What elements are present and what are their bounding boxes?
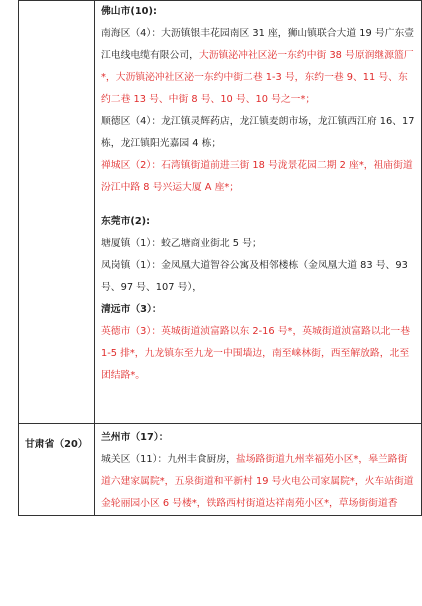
entry-fenggang: 凤岗镇（1）：金凤凰大道智谷公寓及相邻楼栋（金凤凰大道 83 号、93 号、97 号、107 号），: [101, 260, 408, 293]
entry-chancheng: 禅城区（2）：石湾镇街道前进三街 18 号泷景花园二期 2 座*，祖庙街道汾江中路 8 号兴运大厦 A 座*；: [101, 160, 413, 193]
entry-tangxia: 塘厦镇（1）：蛟乙塘商业街北 5 号；: [101, 238, 262, 249]
entry-nanhai-highlight: 大沥镇泌冲社区泌一东约中街 38 号原润继源篮厂*，大沥镇泌冲社区泌一东约中街二巷 1-3 号，东约一巷 9、11 号、东约二巷 13 号、中街 8 号、10 号、10 号之一*；: [101, 50, 414, 105]
city-heading-dongguan: 东莞市(2):: [101, 216, 151, 227]
province-cell: [19, 1, 95, 424]
province-label: 甘肃省（20）: [25, 439, 88, 450]
city-heading-lanzhou: 兰州市（17）：: [101, 432, 169, 443]
spacer: [101, 387, 415, 423]
entry-nanhai-text: 南海区（4）：大沥镇银丰花园南区 31 座，狮山镇联合大道 19 号广东壹江电线电缆有限公司，: [101, 28, 415, 61]
table-row: [19, 424, 422, 516]
city-heading-qingyuan: 清远市（3）：: [101, 304, 162, 315]
entry-chengguan-highlight: 盐场路街道九州幸福苑小区*，皋兰路街道六建家属院*，五泉街道和平新村 19 号火电公司家属院*，火车站街道金轮丽园小区 6 号楼*，铁路西村街道达祥南苑小区*，草场街街道香: [101, 454, 414, 509]
table-row: [19, 1, 422, 424]
entry-chengguan-text: 城关区（11）：九州丰食厨房，: [101, 454, 236, 465]
content-cell: [95, 1, 422, 424]
document-table: [18, 0, 422, 516]
entry-shunde: 顺德区（4）：龙江镇灵辉药店，龙江镇麦朗市场，龙江镇西江府 16、17 栋，龙江镇阳光嘉园 4 栋；: [101, 116, 415, 149]
content-cell: [95, 424, 422, 516]
entry-nanhai: [101, 23, 415, 111]
spacer: [101, 199, 415, 211]
province-cell: [19, 424, 95, 516]
entry-chengguan: [101, 449, 415, 515]
city-heading-foshan: 佛山市(10):: [101, 6, 157, 17]
entry-yingde: 英德市（3）：英城街道浈富路以东 2-16 号*，英城街道浈富路以北一巷 1-5 排*，九龙镇东至九龙一中围墙边，南至崃林街，西至解放路，北至团结路*。: [101, 326, 411, 381]
